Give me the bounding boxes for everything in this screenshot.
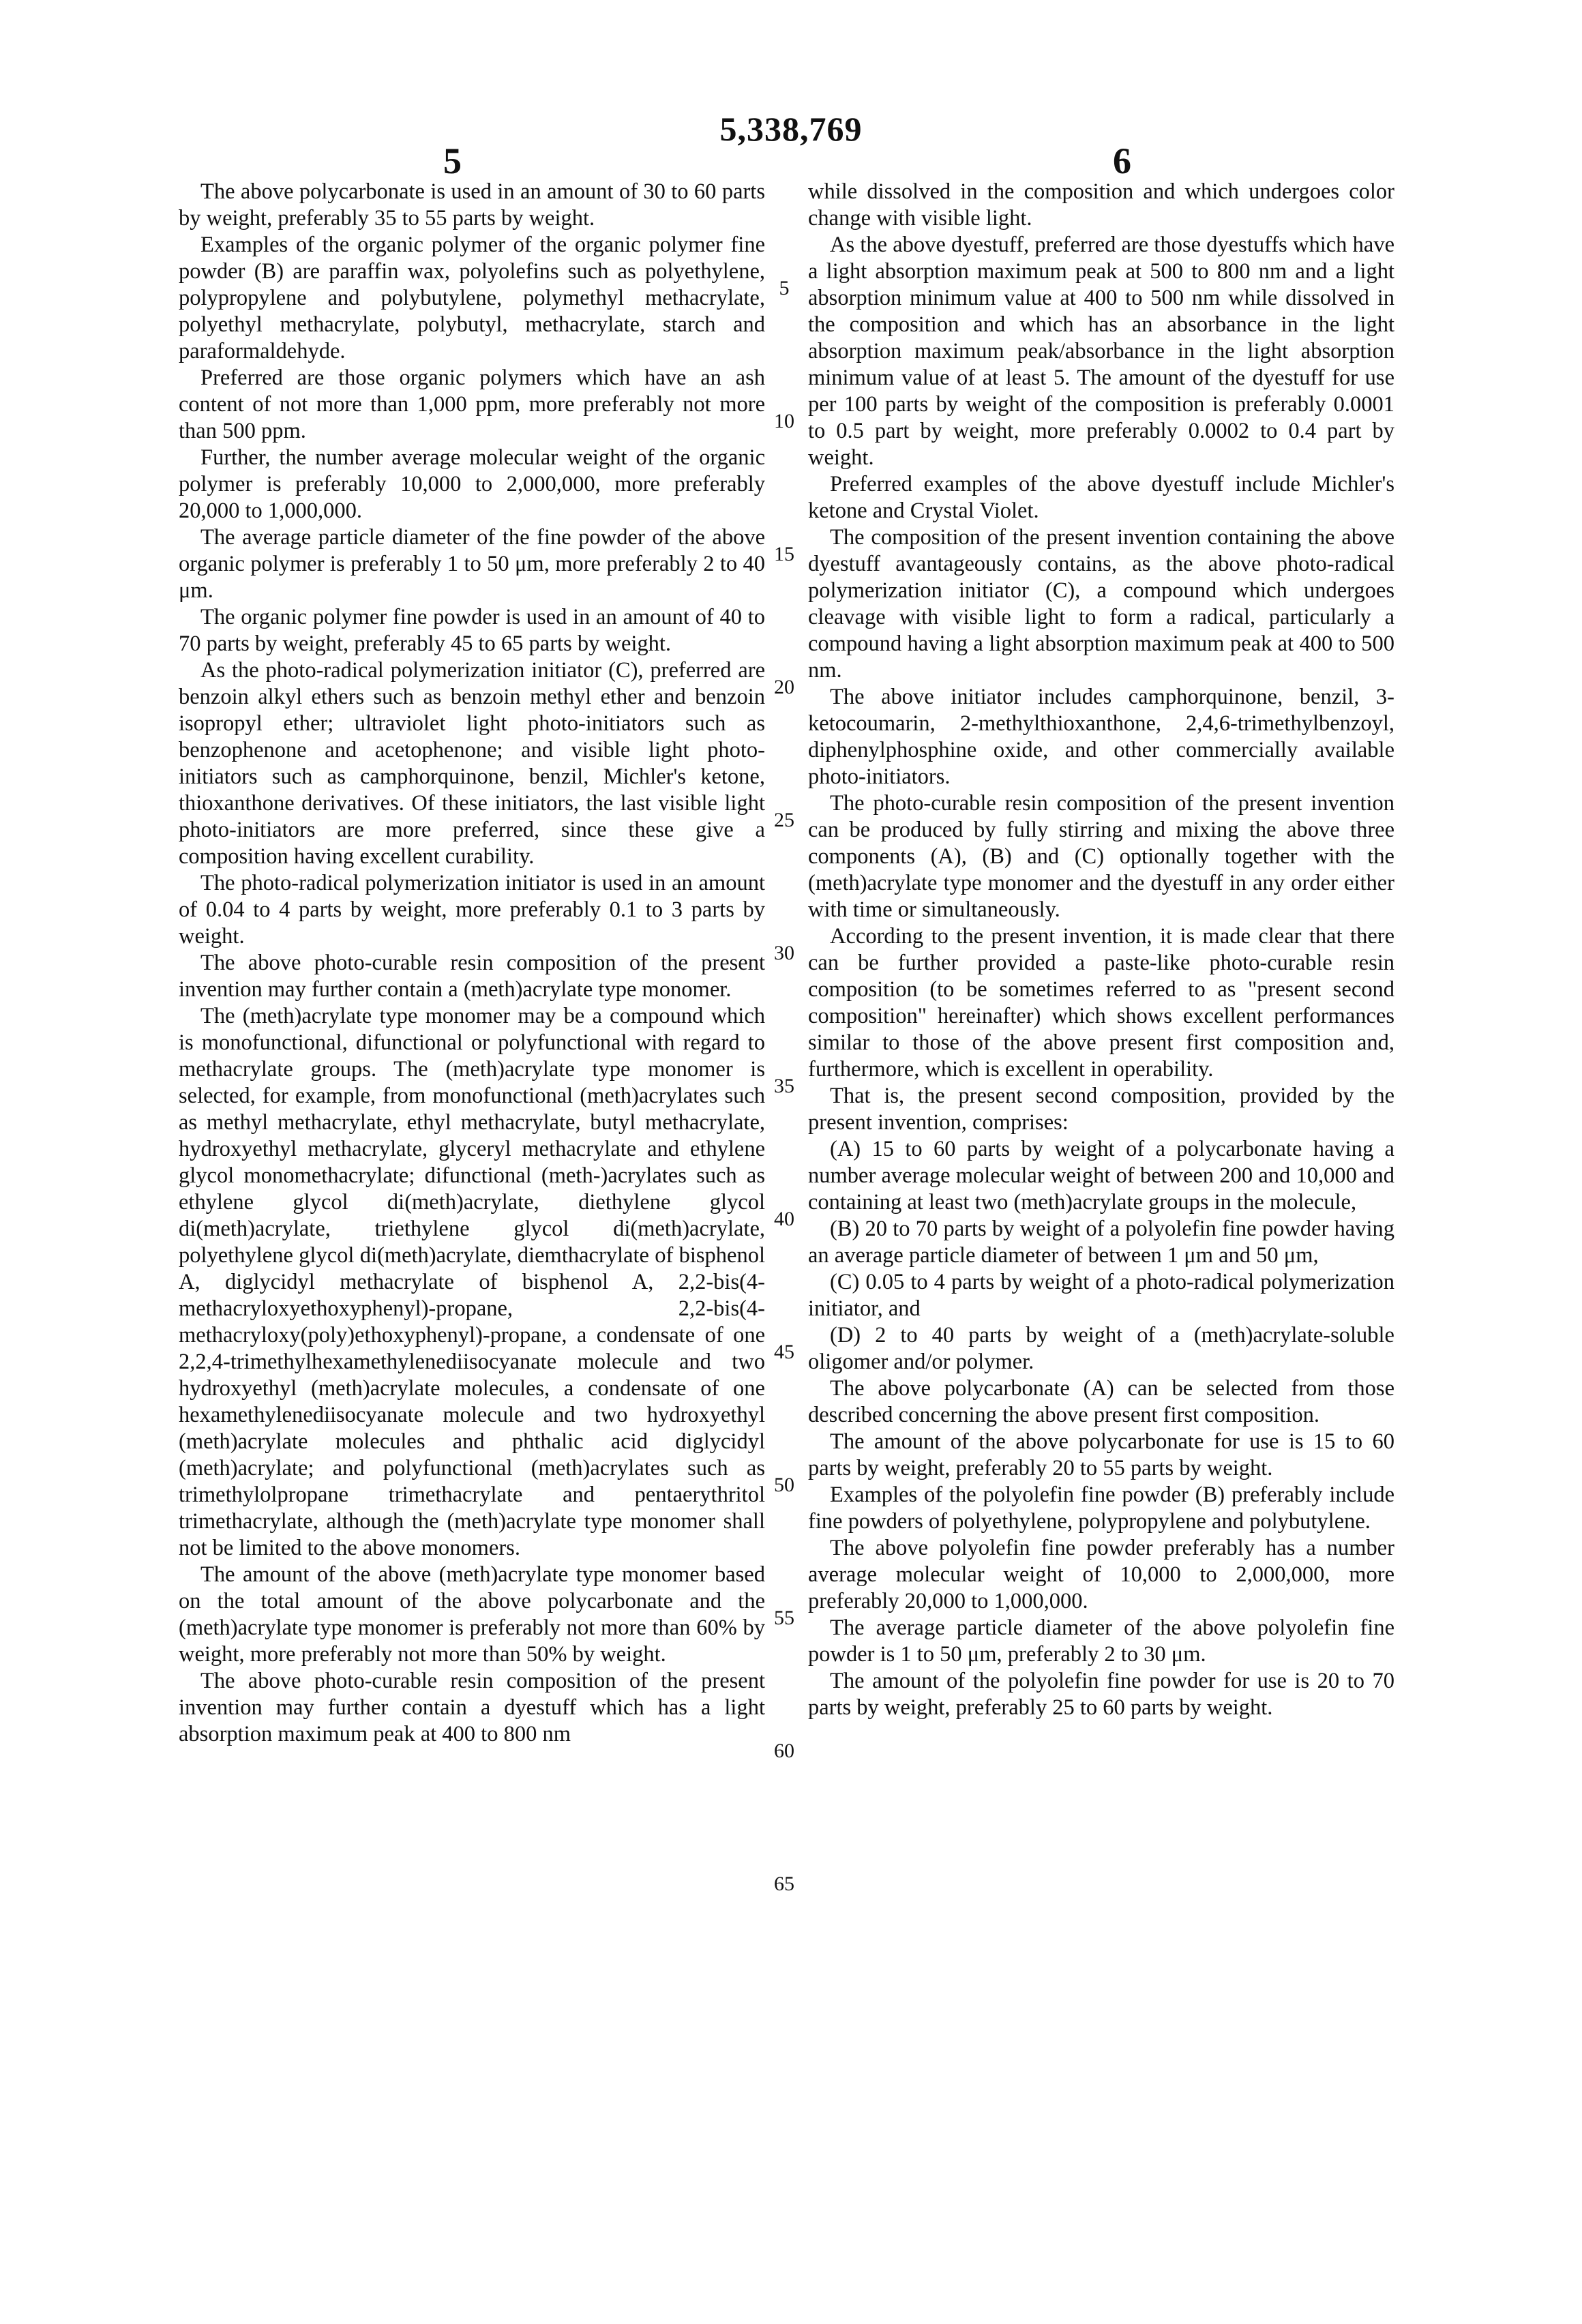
line-number: 40 (767, 1208, 801, 1231)
line-number: 45 (767, 1341, 801, 1364)
paragraph: As the above dyestuff, preferred are those dyestuffs which have a light absorption maximum peak at 500 to 800 nm and a light absorption minimum value at 400 to 500 nm while dissolved in the composition and which has an absorbance in the light absorption maximum peak/absorbance in the light absorption minimum value of at least 5. The amount of the dyestuff for use per 100 parts by weight of the composition is preferably 0.0001 to 0.5 part by weight, more preferably 0.0002 to 0.4 part by weight. (808, 232, 1394, 471)
paragraph: (B) 20 to 70 parts by weight of a polyolefin fine powder having an average particle diameter of between 1 μm and 50 μm, (808, 1216, 1394, 1269)
patent-number: 5,338,769 (0, 109, 1582, 149)
paragraph: The average particle diameter of the fine powder of the above organic polymer is preferably 1 to 50 μm, more preferably 2 to 40 μm. (179, 524, 765, 604)
paragraph: Examples of the polyolefin fine powder (B) preferably include fine powders of polyethylene, polypropylene and polybutylene. (808, 1482, 1394, 1535)
paragraph: The amount of the above polycarbonate for use is 15 to 60 parts by weight, preferably 20 to 55 parts by weight. (808, 1429, 1394, 1482)
paragraph: The above photo-curable resin composition of the present invention may further contain a (meth)acrylate type monomer. (179, 950, 765, 1003)
paragraph: According to the present invention, it is made clear that there can be further provided a paste-like photo-curable resin composition (to be sometimes referred to as "present second composition" hereinafter) which shows excellent performances similar to those of the above present first composition and, furthermore, which is excellent in operability. (808, 923, 1394, 1083)
right-page-number: 6 (1113, 140, 1131, 182)
paragraph: That is, the present second composition, provided by the present invention, comprises: (808, 1083, 1394, 1136)
line-number: 35 (767, 1075, 801, 1098)
left-text-column (179, 179, 765, 1748)
line-number: 50 (767, 1474, 801, 1497)
paragraph: while dissolved in the composition and which undergoes color change with visible light. (808, 179, 1394, 232)
paragraph: The above photo-curable resin composition of the present invention may further contain a dyestuff which has a light absorption maximum peak at 400 to 800 nm (179, 1668, 765, 1748)
paragraph: The photo-radical polymerization initiator is used in an amount of 0.04 to 4 parts by weight, more preferably 0.1 to 3 parts by weight. (179, 870, 765, 950)
line-number: 15 (767, 543, 801, 566)
line-number: 65 (767, 1873, 801, 1896)
line-number: 10 (767, 410, 801, 433)
paragraph: The above polycarbonate is used in an amount of 30 to 60 parts by weight, preferably 35 to 55 parts by weight. (179, 179, 765, 232)
paragraph: The above polyolefin fine powder preferably has a number average molecular weight of 10,000 to 2,000,000, more preferably 20,000 to 1,000,000. (808, 1535, 1394, 1615)
paragraph: Examples of the organic polymer of the organic polymer fine powder (B) are paraffin wax, polyolefins such as polyethylene, polypropylene and polybutylene, polymethyl methacrylate, polyethyl methacrylate, polybutyl, methacrylate, starch and paraformaldehyde. (179, 232, 765, 365)
paragraph: The above initiator includes camphorquinone, benzil, 3-ketocoumarin, 2-methylthioxanthone, 2,4,6-trimethylbenzoyl, diphenylphosphine oxide, and other commercially available photo-initiators. (808, 684, 1394, 790)
paragraph: As the photo-radical polymerization initiator (C), preferred are benzoin alkyl ethers such as benzoin methyl ether and benzoin isopropyl ether; ultraviolet light photo-initiators such as benzophenone and acetophenone; and visible light photo-initiators such as camphorquinone, benzil, Michler's ketone, thioxanthone derivatives. Of these initiators, the last visible light photo-initiators are more preferred, since these give a composition having excellent curability. (179, 657, 765, 870)
line-number: 55 (767, 1607, 801, 1630)
paragraph: The (meth)acrylate type monomer may be a compound which is monofunctional, difunctional or polyfunctional with regard to methacrylate groups. The (meth)acrylate type monomer is selected, for example, from monofunctional (meth)acrylates such as methyl methacrylate, ethyl methacrylate, butyl methacrylate, hydroxyethyl methacrylate, glyceryl methacrylate and ethylene glycol monomethacrylate; difunctional (meth-)acrylates such as ethylene glycol di(meth)acrylate, diethylene glycol di(meth)acrylate, triethylene glycol di(meth)acrylate, polyethylene glycol di(meth)acrylate, diemthacrylate of bisphenol A, diglycidyl methacrylate of bisphenol A, 2,2-bis(4-methacryloxyethoxyphenyl)-propane, 2,2-bis(4-methacryloxy(poly)ethoxyphenyl)-propane, a condensate of one 2,2,4-trimethylhexamethylenediisocyanate molecule and two hydroxyethyl (meth)acrylate molecules, a condensate of one hexamethylenediisocyanate molecule and two hydroxyethyl (meth)acrylate molecules and phthalic acid diglycidyl (meth)acrylate; and polyfunctional (meth)acrylates such as trimethylolpropane trimethacrylate and pentaerythritol trimethacrylate, although the (meth)acrylate type monomer shall not be limited to the above monomers. (179, 1003, 765, 1562)
paragraph: (C) 0.05 to 4 parts by weight of a photo-radical polymerization initiator, and (808, 1269, 1394, 1322)
paragraph: The average particle diameter of the above polyolefin fine powder is 1 to 50 μm, preferably 2 to 30 μm. (808, 1615, 1394, 1668)
paragraph: (D) 2 to 40 parts by weight of a (meth)acrylate-soluble oligomer and/or polymer. (808, 1322, 1394, 1375)
paragraph: The composition of the present invention containing the above dyestuff avantageously contains, as the above photo-radical polymerization initiator (C), a compound which undergoes cleavage with visible light to form a radical, particularly a compound having a light absorption maximum peak at 400 to 500 nm. (808, 524, 1394, 684)
paragraph: The organic polymer fine powder is used in an amount of 40 to 70 parts by weight, preferably 45 to 65 parts by weight. (179, 604, 765, 657)
paragraph: The amount of the above (meth)acrylate type monomer based on the total amount of the above polycarbonate and the (meth)acrylate type monomer is preferably not more than 60% by weight, more preferably not more than 50% by weight. (179, 1562, 765, 1668)
paragraph: Preferred examples of the above dyestuff include Michler's ketone and Crystal Violet. (808, 471, 1394, 524)
line-number: 5 (767, 277, 801, 300)
paragraph: The amount of the polyolefin fine powder for use is 20 to 70 parts by weight, preferably 25 to 60 parts by weight. (808, 1668, 1394, 1721)
paragraph: Further, the number average molecular weight of the organic polymer is preferably 10,000 to 2,000,000, more preferably 20,000 to 1,000,000. (179, 445, 765, 524)
line-number: 20 (767, 676, 801, 699)
paragraph: The photo-curable resin composition of the present invention can be produced by fully stirring and mixing the above three components (A), (B) and (C) optionally together with the (meth)acrylate type monomer and the dyestuff in any order either with time or simultaneously. (808, 790, 1394, 923)
paragraph: Preferred are those organic polymers which have an ash content of not more than 1,000 ppm, more preferably not more than 500 ppm. (179, 365, 765, 445)
left-page-number: 5 (443, 140, 462, 182)
paragraph: (A) 15 to 60 parts by weight of a polycarbonate having a number average molecular weight of between 200 and 10,000 and containing at least two (meth)acrylate groups in the molecule, (808, 1136, 1394, 1216)
line-number: 25 (767, 809, 801, 832)
line-number: 30 (767, 942, 801, 965)
page-header (0, 0, 1582, 205)
line-number: 60 (767, 1740, 801, 1763)
right-text-column (808, 179, 1394, 1721)
paragraph: The above polycarbonate (A) can be selected from those described concerning the above present first composition. (808, 1375, 1394, 1429)
